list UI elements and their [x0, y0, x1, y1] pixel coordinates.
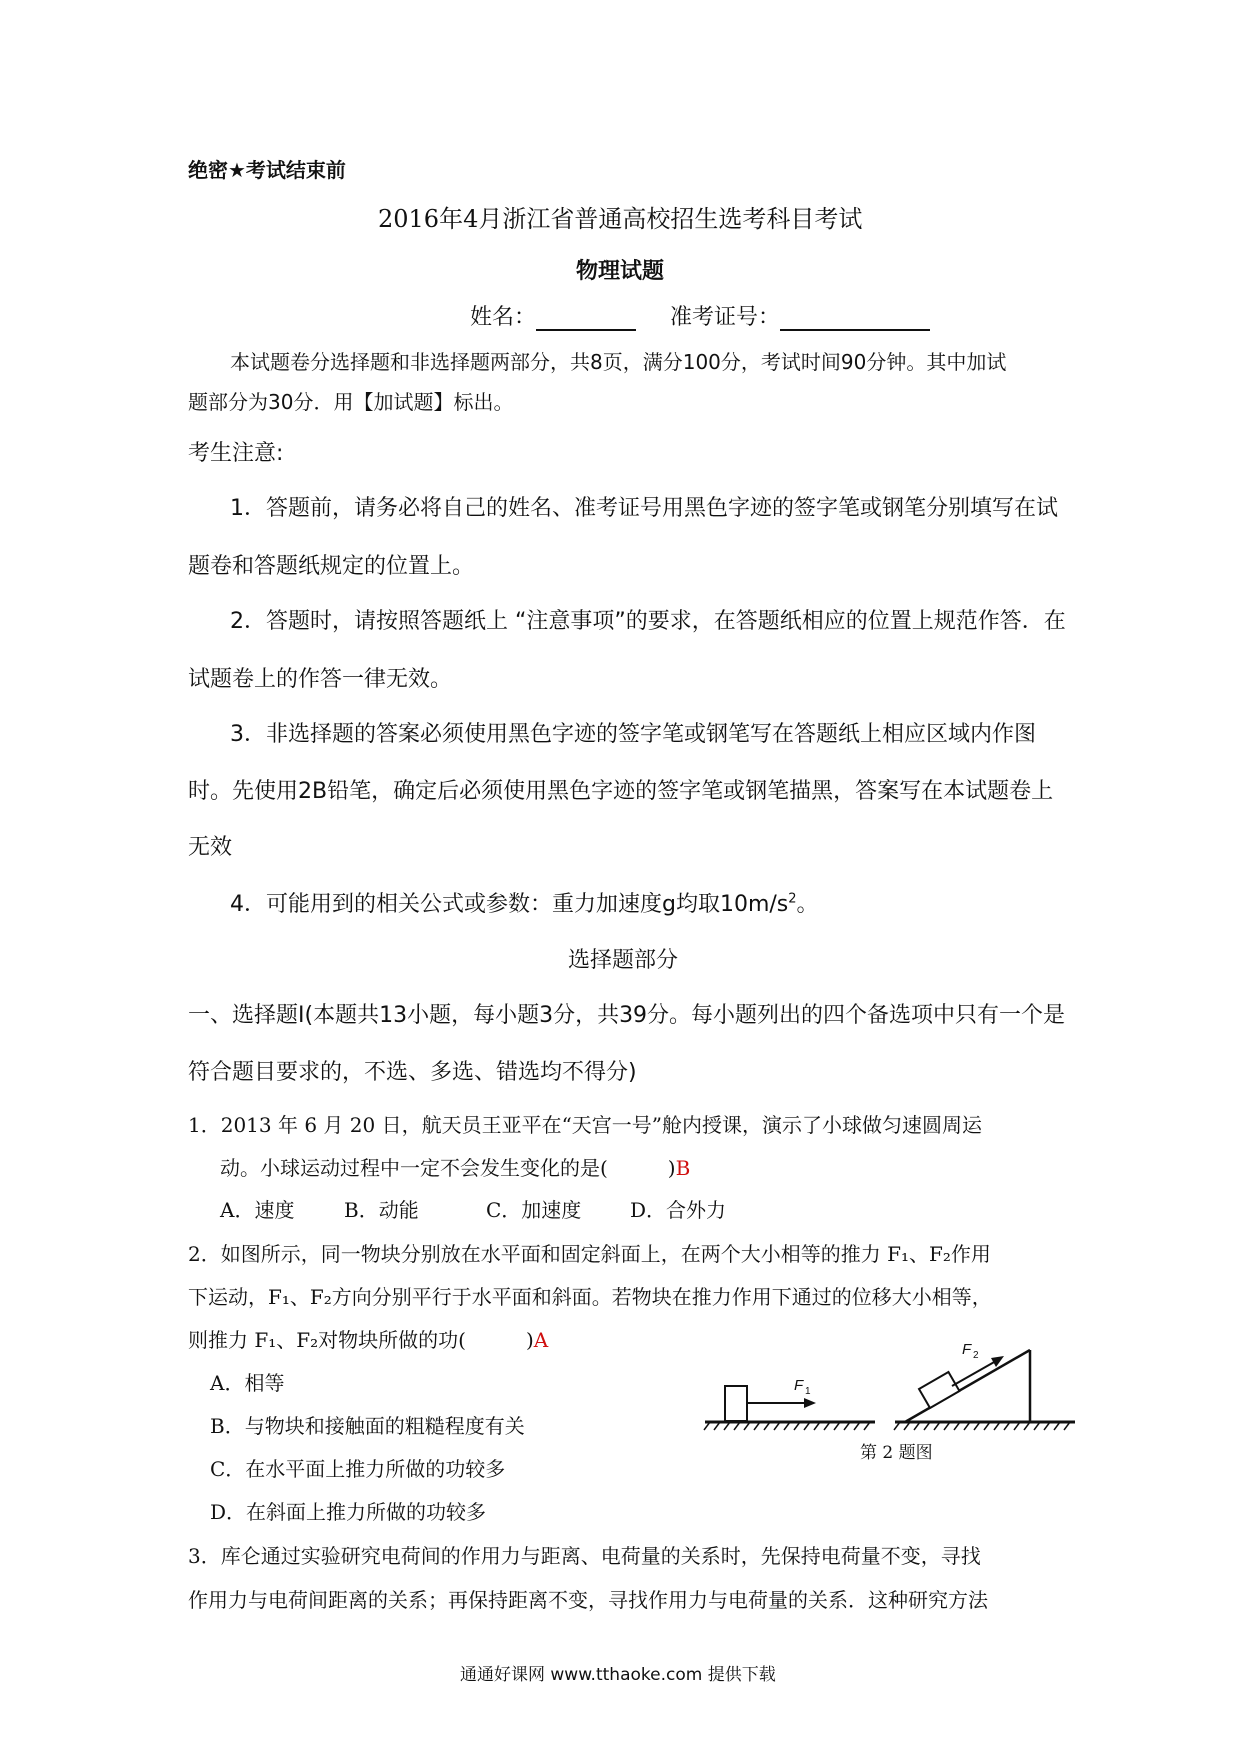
f1-label: F	[794, 1377, 804, 1394]
q2-option-d: D．在斜面上推力所做的功较多	[210, 1500, 487, 1524]
notice-2b: 试题卷上的作答一律无效。	[188, 667, 453, 692]
f1-arrowhead	[804, 1398, 816, 1408]
f2-label: F	[962, 1341, 972, 1358]
q1-stem: 动。小球运动过程中一定不会发生变化的是( )	[220, 1156, 676, 1180]
notice-4	[230, 887, 819, 918]
q2-line-1: 2．如图所示，同一物块分别放在水平面和固定斜面上，在两个大小相等的推力 F₁、F₂作用	[188, 1242, 991, 1266]
q1-line-2	[220, 1152, 690, 1181]
id-label: 准考证号：	[670, 305, 781, 330]
figure-caption: 第 2 题图	[860, 1443, 933, 1463]
secret-label: 绝密★考试结束前	[188, 158, 346, 182]
name-label: 姓名：	[470, 305, 537, 330]
intro-line-2: 题部分为30分．用【加试题】标出。	[188, 390, 514, 414]
q2-stem: 则推力 F₁、F₂对物块所做的功( )	[188, 1328, 534, 1352]
notice-title: 考生注意:	[188, 441, 284, 466]
q3-line-2: 作用力与电荷间距离的关系；再保持距离不变，寻找作用力与电荷量的关系．这种研究方法	[188, 1588, 988, 1612]
q2-line-3	[188, 1324, 548, 1353]
subject-title: 物理试题	[576, 259, 665, 284]
f1-subscript: 1	[805, 1386, 811, 1397]
q2-option-a: A．相等	[210, 1371, 285, 1395]
name-blank	[536, 305, 636, 331]
notice-1b: 题卷和答题纸规定的位置上。	[188, 554, 475, 579]
id-field	[670, 300, 930, 331]
notice-1a: 1．答题前，请务必将自己的姓名、准考证号用黑色字迹的签字笔或钢笔分别填写在试	[230, 496, 1058, 521]
id-blank	[780, 305, 930, 331]
q2-answer: A	[533, 1328, 549, 1352]
notice-3a: 3．非选择题的答案必须使用黑色字迹的签字笔或钢笔写在答题纸上相应区域内作图	[230, 722, 1036, 747]
q2-figure	[700, 1330, 1080, 1474]
q2-option-b: B．与物块和接触面的粗糙程度有关	[210, 1414, 525, 1438]
f2-subscript: 2	[973, 1350, 979, 1361]
notice-4-sup: 2	[788, 891, 797, 907]
q2-line-2: 下运动，F₁、F₂方向分别平行于水平面和斜面。若物块在推力作用下通过的位移大小相等，	[188, 1285, 992, 1309]
q1-option-b: B．动能	[344, 1198, 419, 1222]
section-title: 选择题部分	[568, 948, 679, 973]
part1-line-2: 符合题目要求的，不选、多选、错选均不得分)	[188, 1060, 637, 1085]
q1-option-a: A．速度	[220, 1198, 295, 1222]
notice-3b: 时。先使用2B铅笔，确定后必须使用黑色字迹的签字笔或钢笔描黑，答案写在本试题卷上	[188, 779, 1054, 804]
part1-line-1: 一、选择题I(本题共13小题，每小题3分，共39分。每小题列出的四个备选项中只有一个是	[188, 1003, 1066, 1028]
q1-answer: B	[675, 1156, 691, 1180]
q3-line-1: 3．库仑通过实验研究电荷间的作用力与距离、电荷量的关系时，先保持电荷量不变，寻找	[188, 1544, 981, 1568]
block-horizontal	[725, 1386, 747, 1421]
name-field	[470, 300, 636, 331]
notice-2a: 2．答题时，请按照答题纸上 “注意事项”的要求，在答题纸相应的位置上规范作答．在	[230, 609, 1066, 634]
footer-text: 通通好课网 www.tthaoke.com 提供下载	[460, 1665, 776, 1685]
q2-option-c: C．在水平面上推力所做的功较多	[210, 1457, 506, 1481]
q1-option-d: D．合外力	[630, 1198, 727, 1222]
notice-4-text: 4．可能用到的相关公式或参数：重力加速度g均取10m/s	[230, 892, 789, 917]
notice-4-end: 。	[796, 892, 819, 917]
q1-option-c: C．加速度	[486, 1198, 582, 1222]
intro-line-1: 本试题卷分选择题和非选择题两部分，共8页，满分100分，考试时间90分钟。其中加试	[230, 350, 1007, 374]
notice-3c: 无效	[188, 835, 233, 860]
q1-line-1: 1．2013 年 6 月 20 日，航天员王亚平在“天宫一号”舱内授课，演示了小球做匀速圆周运	[188, 1113, 983, 1137]
block-incline	[919, 1372, 959, 1408]
exam-title: 2016年4月浙江省普通高校招生选考科目考试	[378, 205, 863, 233]
